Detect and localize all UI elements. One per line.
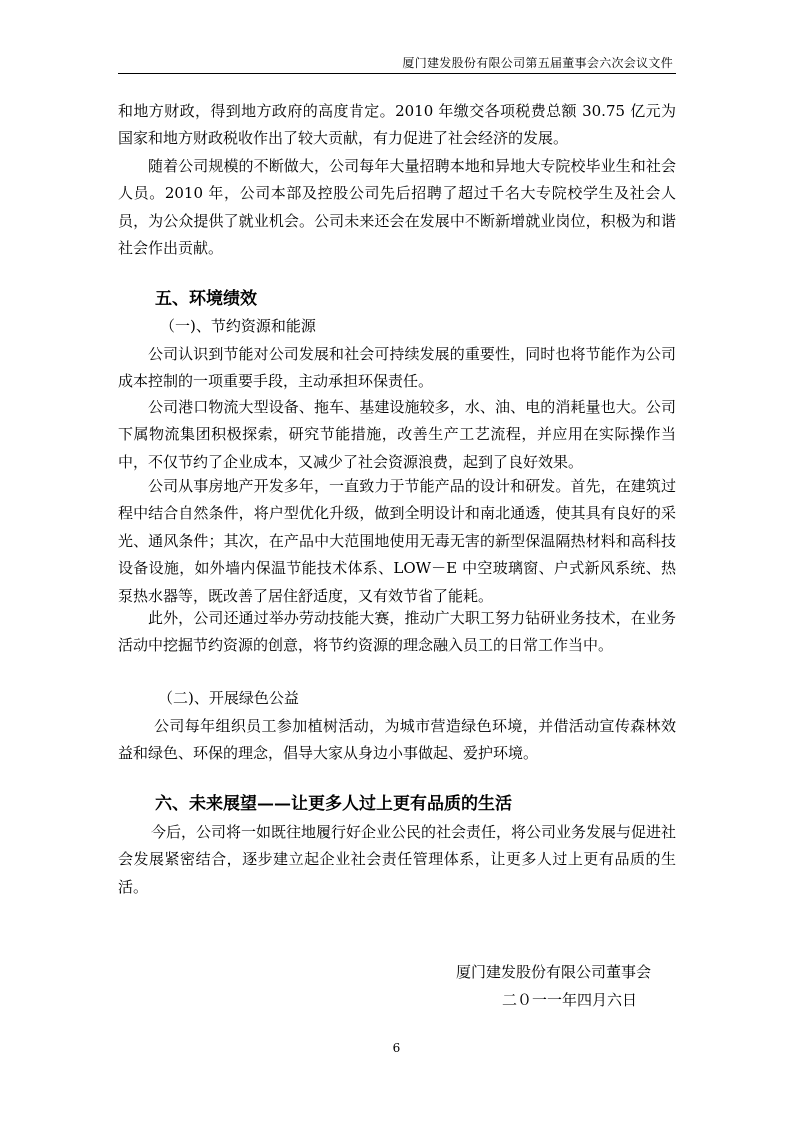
paragraph-skills-contest: 此外，公司还通过举办劳动技能大赛，推动广大职工努力钻研业务技术，在业务活动中挖掘节约资源的创意，将节约资源的理念融入员工的日常工作当中。: [118, 609, 676, 655]
paragraph-real-estate: 公司从事房地产开发多年，一直致力于节能产品的设计和研发。首先，在建筑过程中结合自然条件，将户型优化升级，做到全明设计和南北通透，使其具有良好的采光、通风条件；其次，在产品中大范围地使用无毒无害的新型保温隔热材料和高科技设备设施，如外墙内保温节能技术体系、LOW－E 中空玻璃窗、户式新风系统、热泵热水器等，既改善了居住舒适度，又有效节省了能耗。: [118, 477, 676, 605]
subheading-save-resources: （一)、节约资源和能源: [160, 317, 316, 335]
paragraph-port-logistics: 公司港口物流大型设备、拖车、基建设施较多，水、油、电的消耗量也大。公司下属物流集团积极探索，研究节能措施，改善生产工艺流程，并应用在实际操作当中，不仅节约了企业成本，又减少了社会资源浪费，起到了良好效果。: [118, 398, 676, 471]
signature-company: 厦门建发股份有限公司董事会: [456, 963, 652, 981]
document-header-title: 厦门建发股份有限公司第五届董事会六次会议文件: [402, 56, 673, 70]
paragraph-tax-contribution: 和地方财政，得到地方政府的高度肯定。2010 年缴交各项税费总额 30.75 亿元为国家和地方财政税收作出了较大贡献，有力促进了社会经济的发展。: [118, 102, 676, 148]
signature-date: 二０一一年四月六日: [502, 991, 638, 1009]
paragraph-energy-saving: 公司认识到节能对公司发展和社会可持续发展的重要性，同时也将节能作为公司成本控制的一项重要手段，主动承担环保责任。: [118, 345, 676, 391]
paragraph-tree-planting: 公司每年组织员工参加植树活动，为城市营造绿色环境，并借活动宣传森林效益和绿色、环保的理念，倡导大家从身边小事做起、爱护环境。: [118, 717, 676, 763]
subheading-green-charity: （二)、开展绿色公益: [158, 689, 299, 707]
page-number: 6: [392, 1041, 401, 1055]
paragraph-future-plan: 今后，公司将一如既往地履行好企业公民的社会责任，将公司业务发展与促进社会发展紧密结合，逐步建立起企业社会责任管理体系，让更多人过上更有品质的生活。: [118, 823, 677, 896]
paragraph-employment: 随着公司规模的不断做大，公司每年大量招聘本地和异地大专院校毕业生和社会人员。2010 年，公司本部及控股公司先后招聘了超过千名大专院校学生及社会人员，为公众提供了就业机会。公司未来还会在发展中不断新增就业岗位，积极为和谐社会作出贡献。: [118, 157, 676, 258]
section-heading-environment: 五、环境绩效: [155, 289, 257, 309]
section-heading-future-outlook: 六、未来展望——让更多人过上更有品质的生活: [155, 794, 512, 814]
header-divider: [118, 73, 676, 74]
